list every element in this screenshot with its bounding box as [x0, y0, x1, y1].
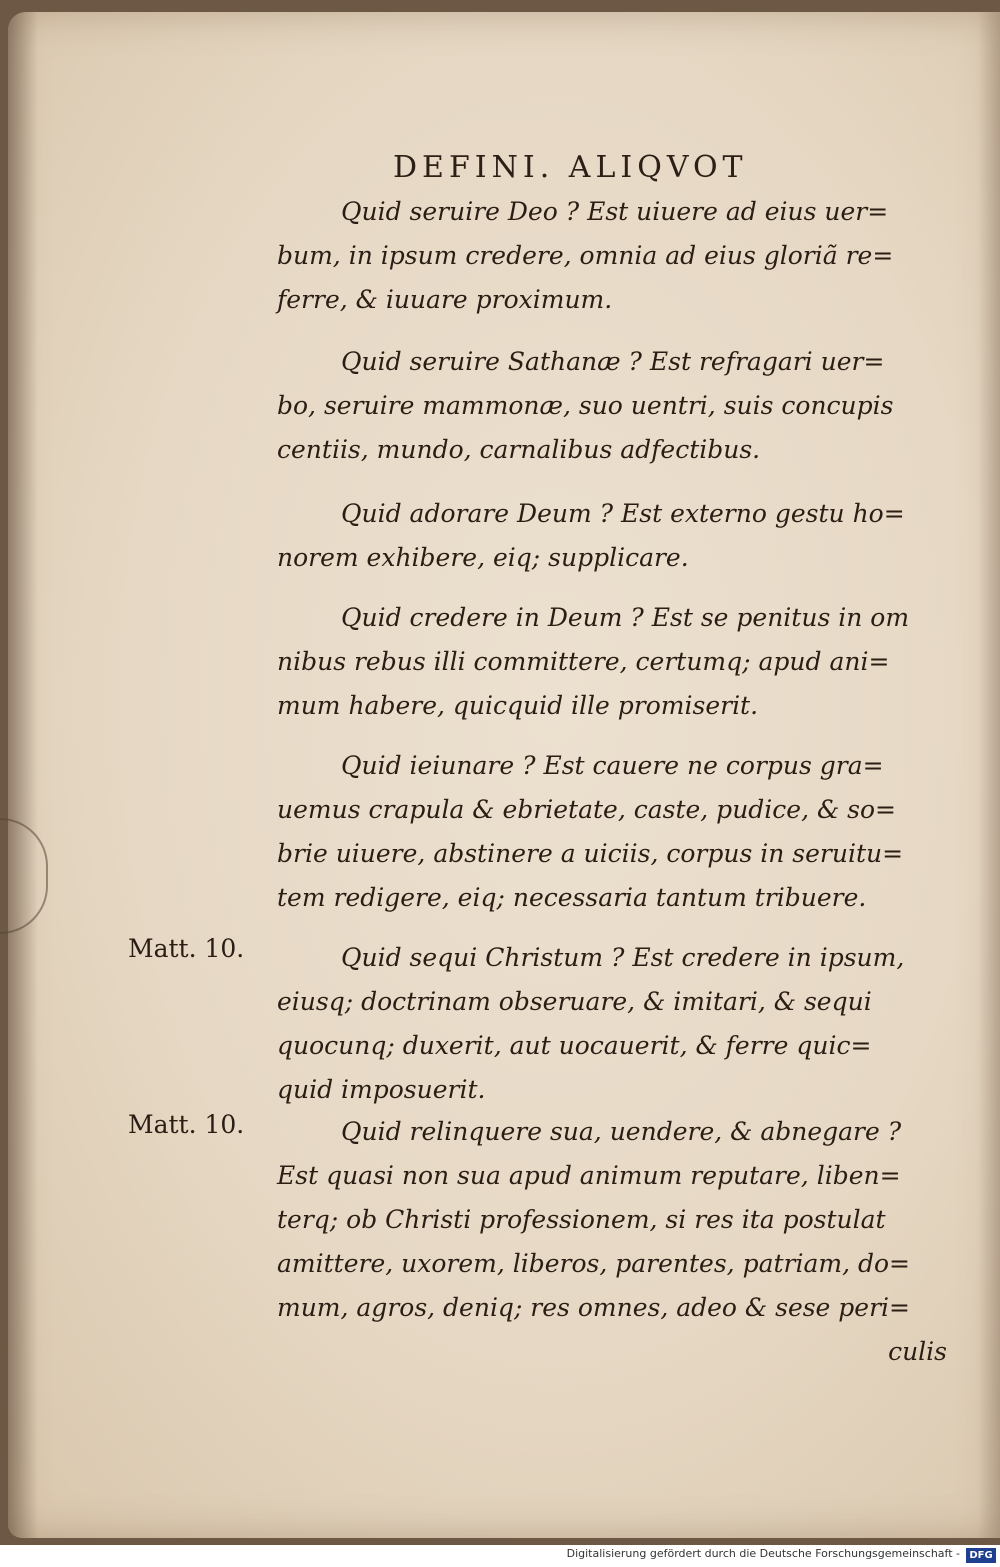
text-line: quid imposuerit. — [277, 1075, 486, 1104]
text-line: Quid seruire Deo ? Est uiuere ad eius uer= — [341, 197, 889, 226]
text-line: quocunq; duxerit, aut uocauerit, & ferre quic= — [277, 1031, 872, 1060]
paragraph — [277, 492, 957, 580]
text-line: centiis, mundo, carnalibus adfectibus. — [277, 435, 761, 464]
footer-credit: Digitalisierung gefördert durch die Deutsche Forschungsgemeinschaft - — [566, 1547, 960, 1560]
text-line: mum, agros, deniq; res omnes, adeo & sese peri= — [277, 1293, 910, 1322]
text-line: tem redigere, eiq; necessaria tantum tribuere. — [277, 883, 867, 912]
text-line: uemus crapula & ebrietate, caste, pudice, & so= — [277, 795, 897, 824]
text-line: eiusq; doctrinam obseruare, & imitari, & sequi — [277, 987, 872, 1016]
text-line: Quid seruire Sathanæ ? Est refragari uer= — [341, 347, 885, 376]
text-line: Quid adorare Deum ? Est externo gestu ho= — [341, 499, 905, 528]
text-line: mum habere, quicquid ille promiserit. — [277, 691, 759, 720]
text-line: brie uiuere, abstinere a uiciis, corpus in seruitu= — [277, 839, 904, 868]
text-line: Quid ieiunare ? Est cauere ne corpus gra= — [341, 751, 884, 780]
paragraph — [277, 340, 957, 472]
paragraph — [277, 936, 957, 1112]
text-line: Quid relinquere sua, uendere, & abnegare ? — [341, 1117, 902, 1146]
margin-note: Matt. 10. — [128, 1110, 245, 1139]
text-line: bo, seruire mammonæ, suo uentri, suis concupis — [277, 391, 894, 420]
paragraph — [277, 1110, 957, 1374]
text-line: Quid sequi Christum ? Est credere in ipsum, — [341, 943, 905, 972]
catchword: culis — [888, 1337, 947, 1366]
text-line: Est quasi non sua apud animum reputare, liben= — [277, 1161, 901, 1190]
digitization-footer — [0, 1545, 1000, 1567]
text-line: ferre, & iuuare proximum. — [277, 285, 613, 314]
text-line: bum, in ipsum credere, omnia ad eius gloriã re= — [277, 241, 894, 270]
margin-note: Matt. 10. — [128, 934, 245, 963]
paragraph — [277, 190, 957, 322]
paragraph — [277, 596, 957, 728]
text-line: amittere, uxorem, liberos, parentes, patriam, do= — [277, 1249, 910, 1278]
text-line: nibus rebus illi committere, certumq; apud ani= — [277, 647, 890, 676]
text-line: terq; ob Christi professionem, si res ita postulat — [277, 1205, 886, 1234]
paragraph — [277, 744, 957, 920]
text-line: Quid credere in Deum ? Est se penitus in om — [341, 603, 910, 632]
text-line: norem exhibere, eiq; supplicare. — [277, 543, 689, 572]
running-head: DEFINI. ALIQVOT — [393, 150, 748, 185]
dfg-logo: DFG — [966, 1548, 996, 1563]
